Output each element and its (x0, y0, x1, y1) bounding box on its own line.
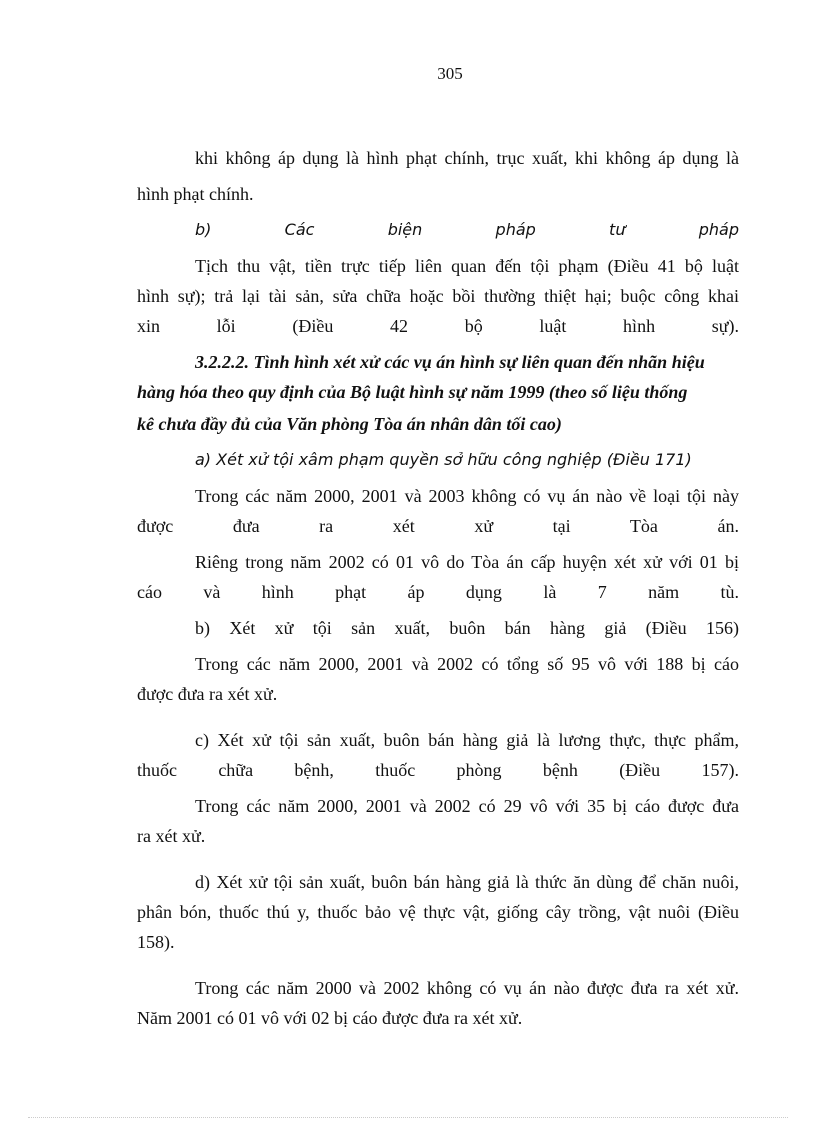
page-number: 305 (437, 64, 463, 83)
paragraph-c2-line-1: Trong các năm 2000, 2001 và 2002 có 29 vô với 35 bị cáo được đưa (195, 796, 739, 816)
section-heading-line-2: hàng hóa theo quy định của Bộ luật hình sự năm 1999 (theo số liệu thống (137, 382, 688, 402)
paragraph-3-line-1: Tịch thu vật, tiền trực tiếp liên quan đến tội phạm (Điều 41 bộ luật (195, 256, 739, 276)
paragraph-c2-line-2: ra xét xử. (137, 826, 206, 846)
paragraph-3-line-3: xin lỗi (Điều 42 bộ luật hình sự). (137, 316, 739, 336)
paragraph-b-line-1: Trong các năm 2000, 2001 và 2002 có tổng số 95 vô với 188 bị cáo (195, 654, 739, 674)
paragraph-3-line-2: hình sự); trả lại tài sản, sửa chữa hoặc bồi thường thiệt hại; buộc công khai (137, 286, 739, 306)
paragraph-d2-line-2: Năm 2001 có 01 vô với 02 bị cáo được đưa ra xét xử. (137, 1008, 523, 1028)
paragraph-c-line-1: c) Xét xử tội sản xuất, buôn bán hàng giả là lương thực, thực phẩm, (195, 730, 739, 750)
section-heading-line-1: 3.2.2.2. Tình hình xét xử các vụ án hình sự liên quan đến nhãn hiệu (195, 352, 705, 372)
section-heading-line-3: kê chưa đầy đủ của Văn phòng Tòa án nhân dân tối cao) (137, 414, 562, 434)
paragraph-d-line-2: phân bón, thuốc thú y, thuốc bảo vệ thực vật, giống cây trồng, vật nuôi (Điều (137, 902, 739, 922)
document-body (137, 143, 739, 1039)
paragraph-d2-line-1: Trong các năm 2000 và 2002 không có vụ án nào được đưa ra xét xử. (195, 978, 739, 998)
paragraph-a2-line-1: Riêng trong năm 2002 có 01 vô do Tòa án cấp huyện xét xử với 01 bị (195, 552, 739, 572)
paragraph-c-line-2: thuốc chữa bệnh, thuốc phòng bệnh (Điều 157). (137, 760, 739, 780)
paragraph-a-line-1: Trong các năm 2000, 2001 và 2003 không có vụ án nào về loại tội này (195, 486, 739, 506)
subheading-b-judicial-measures: b) Các biện pháp tư pháp (195, 220, 739, 239)
footer-divider (28, 1117, 788, 1118)
paragraph-a2-line-2: cáo và hình phạt áp dụng là 7 năm tù. (137, 582, 739, 602)
paragraph-1-line-1: khi không áp dụng là hình phạt chính, trục xuất, khi không áp dụng là (195, 148, 739, 168)
paragraph-1-line-2: hình phạt chính. (137, 184, 254, 204)
paragraph-b-line-2: được đưa ra xét xử. (137, 684, 278, 704)
subheading-a: a) Xét xử tội xâm phạm quyền sở hữu công nghiệp (Điều 171) (195, 450, 692, 469)
paragraph-a-line-2: được đưa ra xét xử tại Tòa án. (137, 516, 739, 536)
subheading-b: b) Xét xử tội sản xuất, buôn bán hàng giả (Điều 156) (195, 618, 739, 638)
paragraph-d-line-3: 158). (137, 932, 175, 952)
paragraph-d-line-1: d) Xét xử tội sản xuất, buôn bán hàng giả là thức ăn dùng để chăn nuôi, (195, 872, 739, 892)
